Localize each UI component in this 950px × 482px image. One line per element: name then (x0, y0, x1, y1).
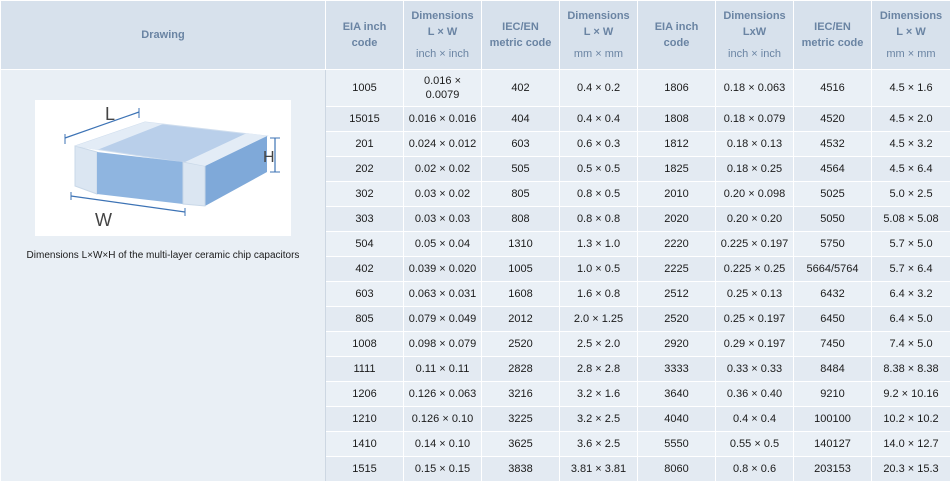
cell-dimensions-mm: 3.81 × 3.81 (560, 457, 638, 482)
table-body (1, 70, 950, 482)
cell-iec-metric-code: 2828 (482, 357, 560, 382)
cell-eia-inch-code-2: 3640 (638, 382, 716, 407)
cell-dimensions-mm: 3.6 × 2.5 (560, 432, 638, 457)
cell-dimensions-inch: 0.079 × 0.049 (404, 307, 482, 332)
table-header-row (1, 1, 950, 70)
cell-dimensions-inch: 0.05 × 0.04 (404, 232, 482, 257)
cell-dimensions-inch-2: 0.25 × 0.197 (716, 307, 794, 332)
cell-dimensions-inch: 0.098 × 0.079 (404, 332, 482, 357)
header-dimensions-inch-2: Dimensions LxW inch × inch (716, 1, 794, 70)
cell-iec-metric-code-2: 5750 (794, 232, 872, 257)
cell-dimensions-mm: 2.8 × 2.8 (560, 357, 638, 382)
cell-iec-metric-code-2: 8484 (794, 357, 872, 382)
cell-iec-metric-code-2: 203153 (794, 457, 872, 482)
cell-eia-inch-code: 1515 (326, 457, 404, 482)
cell-dimensions-inch: 0.024 × 0.012 (404, 132, 482, 157)
cell-iec-metric-code: 1608 (482, 282, 560, 307)
cell-dimensions-mm-2: 4.5 × 1.6 (872, 70, 950, 107)
cell-dimensions-mm-2: 6.4 × 5.0 (872, 307, 950, 332)
cell-dimensions-mm-2: 4.5 × 6.4 (872, 157, 950, 182)
cell-iec-metric-code-2: 5664/5764 (794, 257, 872, 282)
cell-dimensions-mm-2: 5.0 × 2.5 (872, 182, 950, 207)
cell-iec-metric-code-2: 4520 (794, 107, 872, 132)
cell-dimensions-inch-2: 0.18 × 0.079 (716, 107, 794, 132)
header-drawing: Drawing (1, 1, 326, 70)
cell-dimensions-mm-2: 7.4 × 5.0 (872, 332, 950, 357)
cell-iec-metric-code: 808 (482, 207, 560, 232)
cell-dimensions-inch-2: 0.225 × 0.197 (716, 232, 794, 257)
cell-dimensions-mm-2: 4.5 × 2.0 (872, 107, 950, 132)
cell-eia-inch-code-2: 2225 (638, 257, 716, 282)
cell-dimensions-mm: 3.2 × 1.6 (560, 382, 638, 407)
cell-dimensions-mm: 0.4 × 0.2 (560, 70, 638, 107)
cell-iec-metric-code: 505 (482, 157, 560, 182)
cell-dimensions-inch: 0.15 × 0.15 (404, 457, 482, 482)
label-h: H (263, 149, 275, 166)
cell-eia-inch-code: 1111 (326, 357, 404, 382)
cell-eia-inch-code-2: 2010 (638, 182, 716, 207)
cell-eia-inch-code: 1410 (326, 432, 404, 457)
cell-dimensions-inch: 0.02 × 0.02 (404, 157, 482, 182)
cell-iec-metric-code: 3216 (482, 382, 560, 407)
cell-iec-metric-code-2: 5050 (794, 207, 872, 232)
chip-capacitor-figure (35, 100, 291, 236)
header-dimensions-inch: Dimensions L × W inch × inch (404, 1, 482, 70)
cell-dimensions-mm-2: 8.38 × 8.38 (872, 357, 950, 382)
cell-eia-inch-code: 201 (326, 132, 404, 157)
cell-dimensions-inch: 0.016 × 0.0079 (404, 70, 482, 107)
cell-dimensions-mm: 1.0 × 0.5 (560, 257, 638, 282)
cell-dimensions-inch-2: 0.55 × 0.5 (716, 432, 794, 457)
cell-dimensions-mm: 0.5 × 0.5 (560, 157, 638, 182)
cell-dimensions-inch-2: 0.20 × 0.098 (716, 182, 794, 207)
cell-eia-inch-code: 805 (326, 307, 404, 332)
figure-caption: Dimensions L×W×H of the multi-layer ceramic chip capacitors (1, 250, 325, 261)
cell-eia-inch-code-2: 1806 (638, 70, 716, 107)
cell-eia-inch-code-2: 8060 (638, 457, 716, 482)
cell-dimensions-inch-2: 0.20 × 0.20 (716, 207, 794, 232)
cell-dimensions-mm: 1.6 × 0.8 (560, 282, 638, 307)
cell-iec-metric-code-2: 4564 (794, 157, 872, 182)
label-w: W (95, 210, 112, 230)
cell-dimensions-inch-2: 0.18 × 0.25 (716, 157, 794, 182)
cell-eia-inch-code-2: 2520 (638, 307, 716, 332)
cell-eia-inch-code-2: 1812 (638, 132, 716, 157)
cell-iec-metric-code-2: 6450 (794, 307, 872, 332)
cell-eia-inch-code: 303 (326, 207, 404, 232)
cell-dimensions-inch-2: 0.36 × 0.40 (716, 382, 794, 407)
cell-dimensions-mm: 0.6 × 0.3 (560, 132, 638, 157)
cell-dimensions-inch: 0.063 × 0.031 (404, 282, 482, 307)
header-dimensions-mm-2: Dimensions L × W mm × mm (872, 1, 950, 70)
cell-dimensions-inch: 0.11 × 0.11 (404, 357, 482, 382)
cell-iec-metric-code: 404 (482, 107, 560, 132)
cell-iec-metric-code-2: 4516 (794, 70, 872, 107)
cell-dimensions-inch-2: 0.18 × 0.13 (716, 132, 794, 157)
cell-dimensions-mm-2: 5.08 × 5.08 (872, 207, 950, 232)
cell-dimensions-mm: 0.8 × 0.5 (560, 182, 638, 207)
cell-eia-inch-code-2: 1808 (638, 107, 716, 132)
cell-iec-metric-code-2: 9210 (794, 382, 872, 407)
cell-dimensions-mm-2: 9.2 × 10.16 (872, 382, 950, 407)
cell-eia-inch-code: 603 (326, 282, 404, 307)
cell-dimensions-inch-2: 0.8 × 0.6 (716, 457, 794, 482)
cell-dimensions-mm: 0.8 × 0.8 (560, 207, 638, 232)
cell-eia-inch-code-2: 4040 (638, 407, 716, 432)
cell-iec-metric-code: 3838 (482, 457, 560, 482)
header-dimensions-mm: Dimensions L × W mm × mm (560, 1, 638, 70)
header-iec-metric-code-2: IEC/EN metric code (794, 1, 872, 70)
cell-eia-inch-code-2: 2920 (638, 332, 716, 357)
cell-dimensions-mm-2: 5.7 × 6.4 (872, 257, 950, 282)
cell-dimensions-mm: 2.0 × 1.25 (560, 307, 638, 332)
cell-dimensions-inch-2: 0.25 × 0.13 (716, 282, 794, 307)
cell-dimensions-inch-2: 0.29 × 0.197 (716, 332, 794, 357)
cell-eia-inch-code: 504 (326, 232, 404, 257)
cell-eia-inch-code: 15015 (326, 107, 404, 132)
cell-dimensions-inch: 0.016 × 0.016 (404, 107, 482, 132)
cell-dimensions-mm-2: 5.7 × 5.0 (872, 232, 950, 257)
cell-iec-metric-code: 1005 (482, 257, 560, 282)
header-iec-metric-code: IEC/EN metric code (482, 1, 560, 70)
cell-iec-metric-code: 3225 (482, 407, 560, 432)
table-row (1, 70, 950, 107)
cell-dimensions-inch: 0.03 × 0.03 (404, 207, 482, 232)
cell-dimensions-mm-2: 10.2 × 10.2 (872, 407, 950, 432)
cell-eia-inch-code-2: 1825 (638, 157, 716, 182)
cell-dimensions-mm-2: 20.3 × 15.3 (872, 457, 950, 482)
cell-eia-inch-code-2: 5550 (638, 432, 716, 457)
cell-dimensions-mm: 1.3 × 1.0 (560, 232, 638, 257)
cell-eia-inch-code: 302 (326, 182, 404, 207)
cell-dimensions-mm-2: 14.0 × 12.7 (872, 432, 950, 457)
cell-iec-metric-code: 402 (482, 70, 560, 107)
cell-eia-inch-code: 1008 (326, 332, 404, 357)
cell-eia-inch-code: 1005 (326, 70, 404, 107)
cell-iec-metric-code-2: 140127 (794, 432, 872, 457)
cell-dimensions-inch-2: 0.4 × 0.4 (716, 407, 794, 432)
cell-iec-metric-code-2: 100100 (794, 407, 872, 432)
cell-dimensions-inch: 0.039 × 0.020 (404, 257, 482, 282)
cell-iec-metric-code: 2012 (482, 307, 560, 332)
drawing-cell (1, 70, 326, 482)
cell-eia-inch-code: 402 (326, 257, 404, 282)
cell-eia-inch-code: 1210 (326, 407, 404, 432)
header-eia-inch-code: EIA inch code (326, 1, 404, 70)
cell-dimensions-inch: 0.126 × 0.063 (404, 382, 482, 407)
cell-dimensions-mm: 0.4 × 0.4 (560, 107, 638, 132)
cell-eia-inch-code: 1206 (326, 382, 404, 407)
cell-iec-metric-code: 2520 (482, 332, 560, 357)
cell-iec-metric-code: 603 (482, 132, 560, 157)
cell-dimensions-inch: 0.14 × 0.10 (404, 432, 482, 457)
cell-eia-inch-code-2: 2220 (638, 232, 716, 257)
cell-iec-metric-code: 3625 (482, 432, 560, 457)
chip-capacitor-drawing (35, 100, 291, 236)
cell-dimensions-mm: 2.5 × 2.0 (560, 332, 638, 357)
cell-dimensions-inch-2: 0.18 × 0.063 (716, 70, 794, 107)
cell-eia-inch-code: 202 (326, 157, 404, 182)
cell-iec-metric-code-2: 4532 (794, 132, 872, 157)
cell-eia-inch-code-2: 2512 (638, 282, 716, 307)
cell-iec-metric-code-2: 7450 (794, 332, 872, 357)
cell-dimensions-mm: 3.2 × 2.5 (560, 407, 638, 432)
cell-iec-metric-code-2: 6432 (794, 282, 872, 307)
cell-iec-metric-code-2: 5025 (794, 182, 872, 207)
cell-dimensions-mm-2: 4.5 × 3.2 (872, 132, 950, 157)
cell-dimensions-inch-2: 0.225 × 0.25 (716, 257, 794, 282)
cell-iec-metric-code: 805 (482, 182, 560, 207)
cell-eia-inch-code-2: 2020 (638, 207, 716, 232)
cell-eia-inch-code-2: 3333 (638, 357, 716, 382)
label-l: L (105, 104, 115, 124)
cell-dimensions-mm-2: 6.4 × 3.2 (872, 282, 950, 307)
header-eia-inch-code-2: EIA inch code (638, 1, 716, 70)
cell-iec-metric-code: 1310 (482, 232, 560, 257)
cell-dimensions-inch-2: 0.33 × 0.33 (716, 357, 794, 382)
cell-dimensions-inch: 0.126 × 0.10 (404, 407, 482, 432)
cell-dimensions-inch: 0.03 × 0.02 (404, 182, 482, 207)
